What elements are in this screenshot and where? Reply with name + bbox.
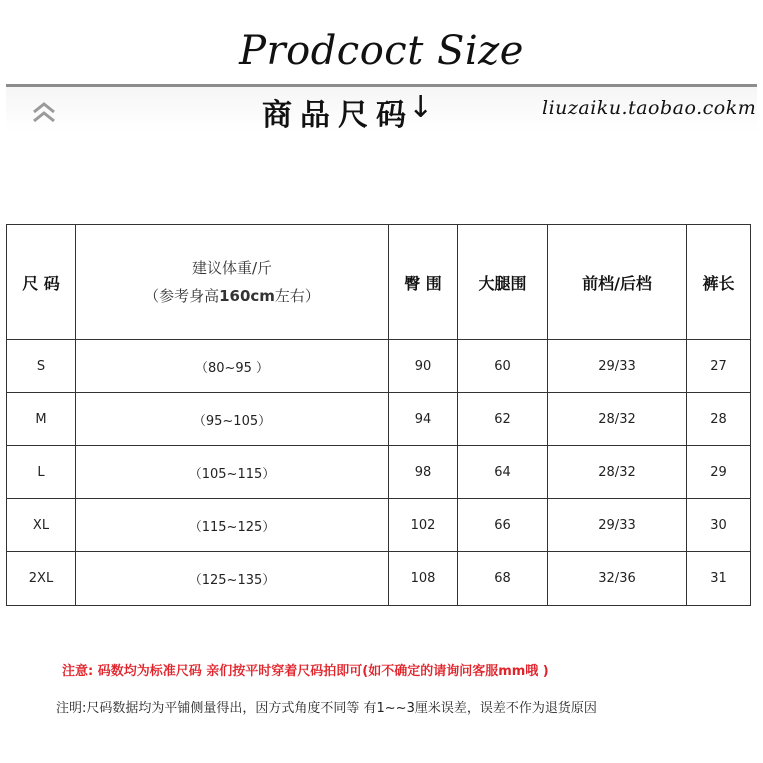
cell-rise: 28/32 (548, 393, 687, 446)
cell-thigh: 64 (458, 446, 548, 499)
cell-rise: 29/33 (548, 340, 687, 393)
cell-hip: 94 (389, 393, 458, 446)
cell-weight: （115~125） (76, 499, 389, 552)
cell-size: L (7, 446, 76, 499)
cell-rise: 28/32 (548, 446, 687, 499)
attention-note: 注意: 码数均为标准尺码 亲们按平时穿着尺码拍即可(如不确定的请询问客服mm哦 ) (62, 664, 549, 679)
header-size: 尺 码 (7, 225, 76, 340)
table-row (7, 393, 751, 446)
cell-length: 30 (687, 499, 751, 552)
cell-weight: （80~95 ） (76, 340, 389, 393)
cell-size: M (7, 393, 76, 446)
cell-length: 28 (687, 393, 751, 446)
cell-length: 31 (687, 552, 751, 606)
shop-url: liuzaiku.taobao.cokm (542, 97, 757, 119)
cell-weight: （105~115） (76, 446, 389, 499)
cell-thigh: 62 (458, 393, 548, 446)
header-weight-prefix: （参考身高 (144, 287, 220, 305)
table-row (7, 552, 751, 606)
header-weight (76, 225, 389, 340)
section-title-cn: 商品尺码 (262, 98, 414, 133)
double-chevron-up-icon[interactable] (30, 98, 58, 126)
cell-size: S (7, 340, 76, 393)
table-row (7, 499, 751, 552)
table-header-row (7, 225, 751, 340)
cell-weight: （125~135） (76, 552, 389, 606)
header-weight-height: 160cm (219, 287, 275, 305)
cell-length: 29 (687, 446, 751, 499)
cell-thigh: 60 (458, 340, 548, 393)
cell-hip: 90 (389, 340, 458, 393)
cell-length: 27 (687, 340, 751, 393)
table-row (7, 340, 751, 393)
cell-size: 2XL (7, 552, 76, 606)
header-length: 裤长 (687, 225, 751, 340)
cell-hip: 108 (389, 552, 458, 606)
cell-thigh: 66 (458, 499, 548, 552)
cell-rise: 29/33 (548, 499, 687, 552)
header-weight-suffix: 左右） (274, 287, 320, 305)
cell-size: XL (7, 499, 76, 552)
table-row (7, 446, 751, 499)
cell-hip: 98 (389, 446, 458, 499)
cell-thigh: 68 (458, 552, 548, 606)
down-arrow-icon: ↓ (408, 90, 434, 125)
header-thigh: 大腿围 (458, 225, 548, 340)
header-weight-line1: 建议体重/斤 (191, 258, 273, 277)
measurement-note: 注明:尺码数据均为平铺侧量得出，因方式角度不同等 有1~~3厘米误差，误差不作为退货原因 (56, 701, 597, 716)
cell-weight: （95~105） (76, 393, 389, 446)
header-hip: 臀 围 (389, 225, 458, 340)
page-title: Prodcoct Size (239, 28, 524, 74)
header-rise: 前档/后档 (548, 225, 687, 340)
cell-hip: 102 (389, 499, 458, 552)
cell-rise: 32/36 (548, 552, 687, 606)
size-table (6, 224, 751, 606)
header-weight-line2 (76, 282, 388, 311)
